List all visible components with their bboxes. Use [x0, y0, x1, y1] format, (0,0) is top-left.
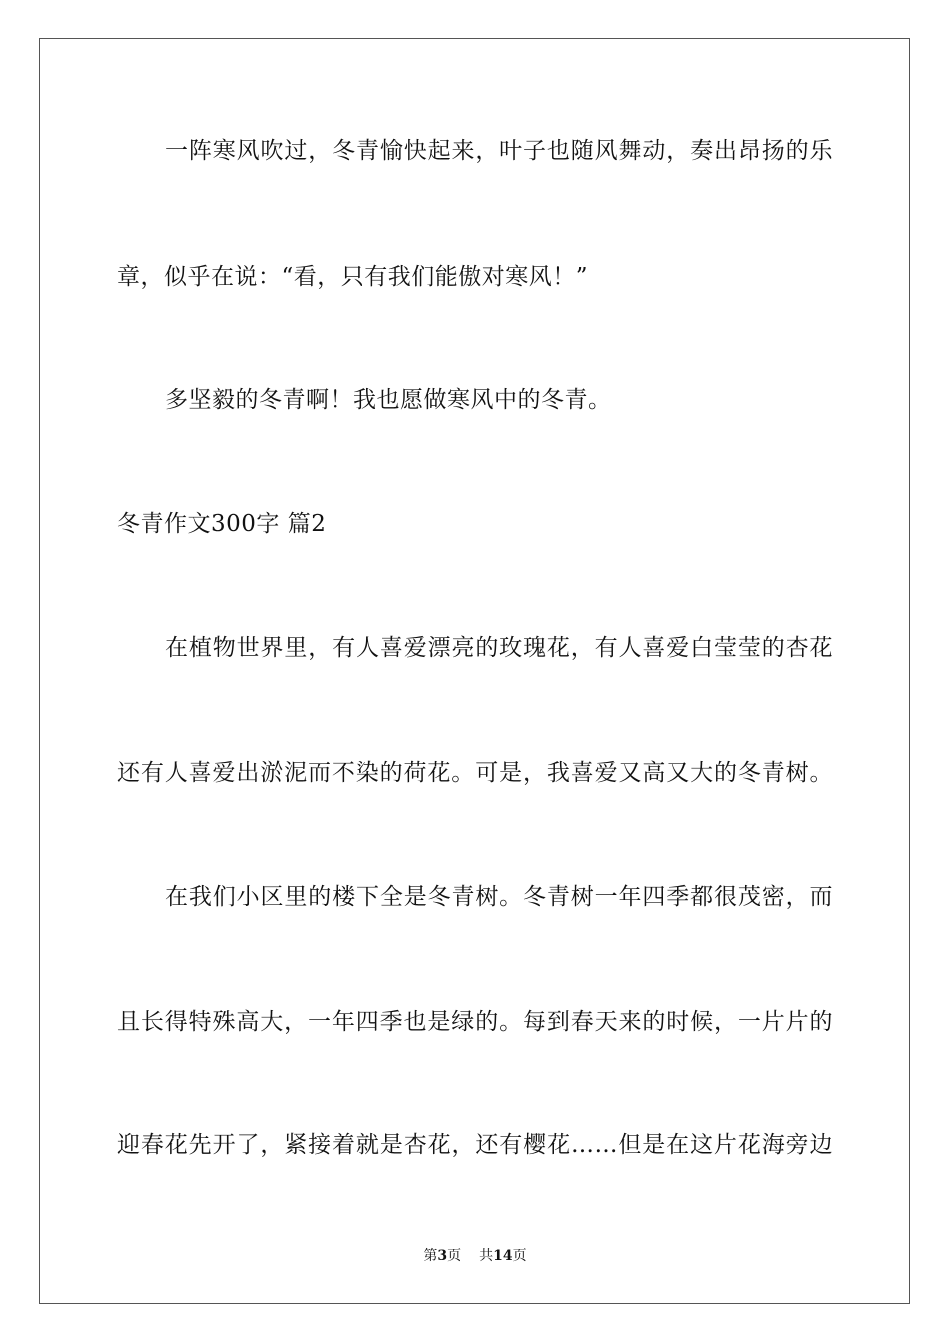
- paragraph-line: 在我们小区里的楼下全是冬青树。冬青树一年四季都很茂密，而: [165, 884, 833, 910]
- page-number-suffix: 页: [447, 1248, 462, 1264]
- paragraph-line: 还有人喜爱出淤泥而不染的荷花。可是，我喜爱又高又大的冬青树。: [117, 760, 833, 786]
- paragraph-line: 章，似乎在说：“看，只有我们能傲对寒风！”: [117, 264, 589, 290]
- paragraph-line: 迎春花先开了，紧接着就是杏花，还有樱花……但是在这片花海旁边: [117, 1132, 833, 1158]
- page-border: [39, 38, 910, 1304]
- total-pages-number: 14: [493, 1248, 513, 1264]
- page-footer: [0, 1247, 950, 1265]
- paragraph-line: 一阵寒风吹过，冬青愉快起来，叶子也随风舞动，奏出昂扬的乐: [165, 138, 833, 164]
- total-pages-prefix: 共: [479, 1248, 494, 1264]
- total-pages-suffix: 页: [512, 1248, 527, 1264]
- page-number-prefix: 第: [423, 1248, 438, 1264]
- paragraph-line: 且长得特殊高大，一年四季也是绿的。每到春天来的时候，一片片的: [117, 1009, 833, 1035]
- section-heading: 冬青作文300字 篇2: [117, 511, 327, 537]
- paragraph-line: 在植物世界里，有人喜爱漂亮的玫瑰花，有人喜爱白莹莹的杏花: [165, 635, 833, 661]
- current-page-number: 3: [437, 1248, 448, 1264]
- paragraph-line: 多坚毅的冬青啊！我也愿做寒风中的冬青。: [165, 387, 612, 413]
